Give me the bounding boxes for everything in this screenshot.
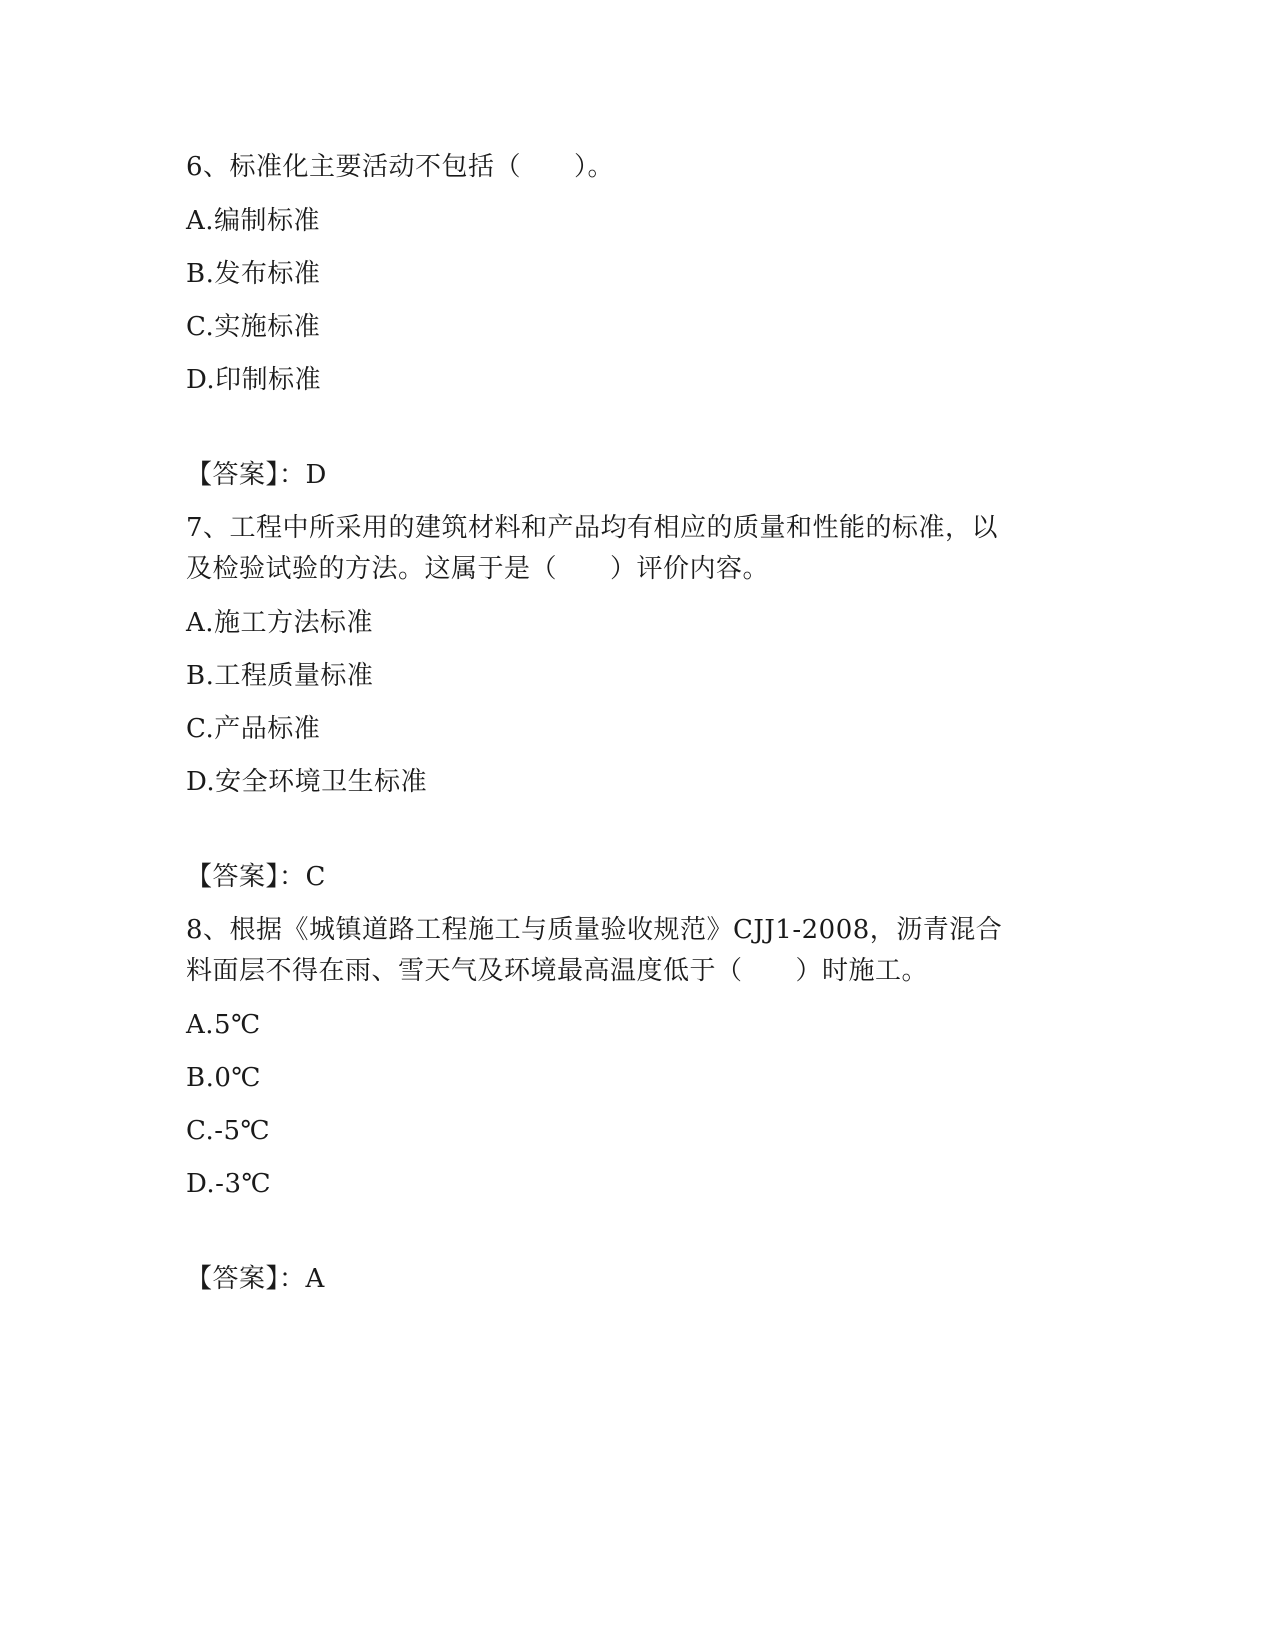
question-6-option-c: C.实施标准 bbox=[186, 312, 321, 342]
question-7-option-d: D.安全环境卫生标准 bbox=[186, 767, 428, 797]
question-6-option-a: A.编制标准 bbox=[186, 206, 321, 236]
question-7-option-c: C.产品标准 bbox=[186, 714, 321, 744]
question-8-option-c: C.-5℃ bbox=[186, 1116, 271, 1146]
question-8-stem-line-1: 8、根据《城镇道路工程施工与质量验收规范》CJJ1-2008，沥青混合 bbox=[186, 915, 1003, 945]
question-7-answer: 【答案】：C bbox=[186, 862, 326, 892]
question-7-stem-line-1: 7、工程中所采用的建筑材料和产品均有相应的质量和性能的标准，以 bbox=[186, 513, 999, 543]
question-8-option-b: B.0℃ bbox=[186, 1063, 261, 1093]
question-7-option-b: B.工程质量标准 bbox=[186, 661, 374, 691]
question-6-option-d: D.印制标准 bbox=[186, 365, 322, 395]
question-6-option-b: B.发布标准 bbox=[186, 259, 321, 289]
question-8-option-a: A.5℃ bbox=[186, 1010, 261, 1040]
question-8-answer: 【答案】：A bbox=[186, 1264, 325, 1294]
question-7-option-a: A.施工方法标准 bbox=[186, 608, 374, 638]
question-8-stem-line-2: 料面层不得在雨、雪天气及环境最高温度低于（ ）时施工。 bbox=[186, 956, 929, 986]
question-6-answer: 【答案】：D bbox=[186, 460, 327, 490]
question-7-stem-line-2: 及检验试验的方法。这属于是（ ）评价内容。 bbox=[186, 554, 770, 584]
question-8-option-d: D.-3℃ bbox=[186, 1169, 272, 1199]
question-6-stem: 6、标准化主要活动不包括（ ）。 bbox=[186, 152, 615, 182]
